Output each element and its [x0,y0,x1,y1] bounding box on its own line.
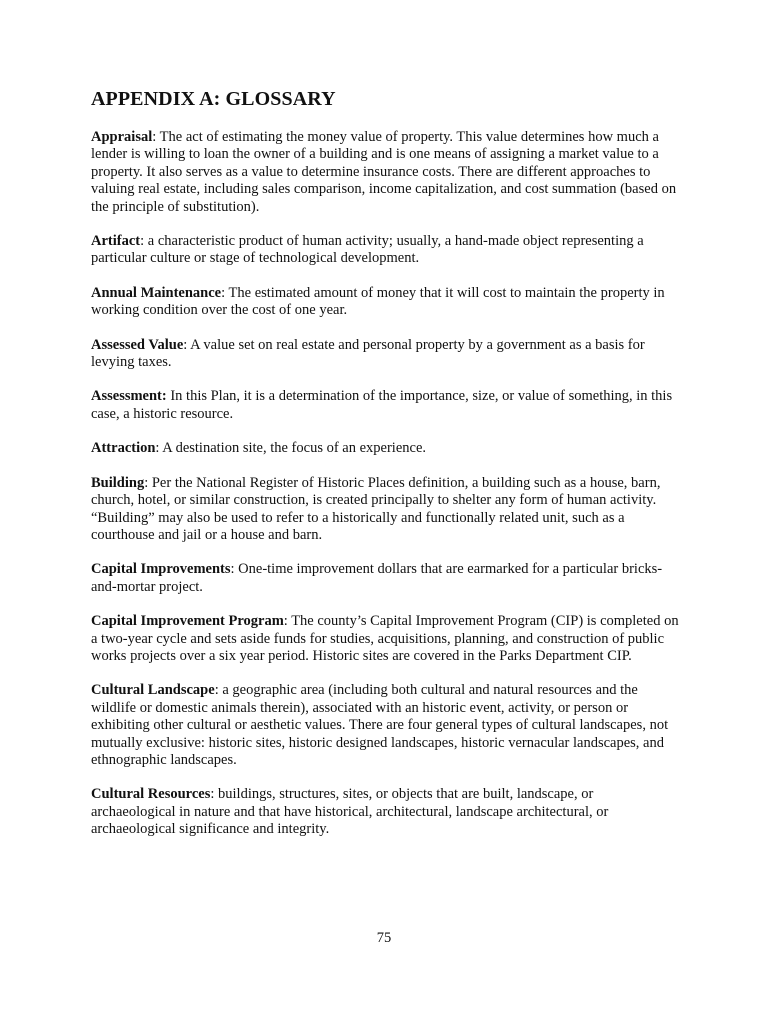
document-page [91,88,681,856]
glossary-term: Capital Improvements [91,561,231,578]
page-number: 75 [376,930,392,946]
glossary-entry-capital-improvement-program [91,613,681,665]
glossary-definition: A destination site, the focus of an experience. [162,440,427,457]
glossary-entry-artifact [91,233,681,268]
glossary-term: Building [91,474,145,491]
glossary-term: Cultural Resources [91,786,211,803]
page-title: APPENDIX A: GLOSSARY [91,88,336,110]
glossary-term: Cultural Landscape [91,682,215,699]
glossary-term: Attraction [91,440,156,457]
term-separator: : [144,474,152,491]
glossary-definition: The county’s Capital Improvement Program (CIP) is completed on a two-year cycle and sets aside funds for studies, acquisitions, planning, and construction of public works projects over a six year period. Historic sites are covered in the Parks Department CIP. [91,613,679,664]
glossary-term: Annual Maintenance [91,284,222,301]
glossary-entry-building [91,475,681,545]
glossary-entry-capital-improvements [91,561,681,596]
glossary-entry-cultural-landscape [91,682,681,769]
term-separator: : [230,561,239,578]
glossary-definition: In this Plan, it is a determination of the importance, size, or value of something, in this case, a historic resource. [91,388,673,422]
term-separator: : [140,233,148,250]
glossary-definition: Per the National Register of Historic Places definition, a building such as a house, barn, church, hotel, or similar construction, is created principally to shelter any form of human activity. “Building” may also be used to refer to a historically and functionally related unit, such as a courthouse and jail or a house and barn. [91,474,661,543]
glossary-entry-appraisal [91,129,681,216]
term-separator: : [221,284,229,301]
term-separator: : [152,129,160,145]
term-separator: : [283,613,292,630]
glossary-definition: buildings, structures, sites, or objects that are built, landscape, or archaeological in nature and that have historical, architectural, landscape architectural, or archaeological significance and integrity. [91,786,609,838]
glossary-term: Capital Improvement Program [91,613,284,630]
glossary-definition: A value set on real estate and personal property by a government as a basis for levying taxes. [91,336,645,371]
glossary-term: Appraisal [91,129,153,145]
term-separator: : [155,440,163,457]
glossary-entry-assessed-value [91,337,681,372]
term-separator: : [214,682,223,699]
glossary-entry-assessment [91,388,681,423]
glossary-term: Assessment: [91,388,167,405]
glossary-definition: a characteristic product of human activity; usually, a hand-made object representing a particular culture or stage of technological development. [91,233,644,267]
glossary-definition: a geographic area (including both cultural and natural resources and the wildlife or domestic animals therein), associated with an historic event, activity, or person or exhibiting other cultural or aesthetic values. There are four general types of cultural landscapes, not mutually exclusive: historic sites, historic designed landscapes, historic vernacular landscapes, and ethnographic landscapes. [91,682,669,768]
glossary-entry-attraction [91,440,681,457]
glossary-term: Assessed Value [91,336,184,353]
glossary-entry-cultural-resources [91,786,681,838]
term-separator: : [183,336,191,353]
glossary-definition: The estimated amount of money that it will cost to maintain the property in working condition over the cost of one year. [91,284,665,319]
glossary-entry-annual-maintenance [91,285,681,320]
term-separator: : [210,786,219,803]
glossary-term: Artifact [91,233,141,250]
glossary-definition: The act of estimating the money value of property. This value determines how much a lender is willing to loan the owner of a building and is one means of assigning a market value to a property. It also serves as a value to determine insurance costs. There are different approaches to valuing real estate, including sales comparison, income capitalization, and cost summation (based on the principle of substitution). [91,129,677,215]
glossary-definition: One-time improvement dollars that are earmarked for a particular bricks-and-mortar project. [91,561,663,595]
